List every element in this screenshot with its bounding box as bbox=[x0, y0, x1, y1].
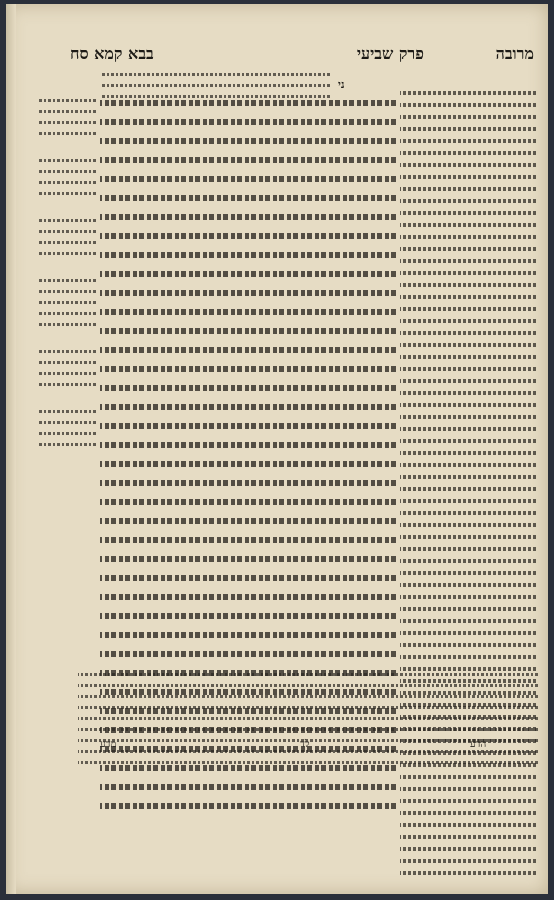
text-line bbox=[100, 84, 330, 92]
text-line bbox=[38, 110, 96, 118]
text-line bbox=[400, 379, 536, 388]
text-line bbox=[400, 823, 536, 832]
text-line bbox=[78, 750, 538, 758]
text-line bbox=[100, 784, 396, 799]
text-line bbox=[100, 575, 396, 590]
text-line bbox=[400, 607, 536, 616]
dibbur-hamatchil: ני bbox=[338, 78, 345, 91]
text-line bbox=[38, 391, 96, 407]
commentary-bottom bbox=[78, 670, 538, 750]
text-line bbox=[400, 643, 536, 652]
text-line bbox=[38, 312, 96, 320]
text-line bbox=[38, 383, 96, 391]
text-line bbox=[78, 684, 538, 692]
text-line bbox=[400, 247, 536, 256]
text-line bbox=[400, 835, 536, 844]
text-line bbox=[78, 728, 538, 736]
text-line bbox=[400, 775, 536, 784]
text-line bbox=[100, 518, 396, 533]
text-line bbox=[78, 761, 538, 769]
text-line bbox=[400, 295, 536, 304]
text-line bbox=[100, 499, 396, 514]
text-line bbox=[38, 140, 96, 156]
text-line bbox=[400, 355, 536, 364]
text-line bbox=[400, 871, 536, 880]
header-tractate-folio: בבא קמא סח bbox=[70, 44, 154, 63]
text-line bbox=[100, 366, 396, 381]
text-line bbox=[400, 163, 536, 172]
text-line bbox=[38, 252, 96, 260]
text-line bbox=[38, 301, 96, 309]
text-line bbox=[100, 290, 396, 305]
text-line bbox=[38, 159, 96, 167]
text-line bbox=[100, 119, 396, 134]
text-line bbox=[400, 199, 536, 208]
text-line bbox=[100, 537, 396, 552]
text-line bbox=[38, 361, 96, 369]
text-line bbox=[400, 487, 536, 496]
catchword-far: הדע bbox=[470, 739, 487, 750]
text-line bbox=[400, 115, 536, 124]
text-line bbox=[78, 717, 538, 725]
text-line bbox=[400, 451, 536, 460]
text-line bbox=[400, 463, 536, 472]
text-line bbox=[100, 461, 396, 476]
text-line bbox=[400, 475, 536, 484]
commentary-column bbox=[400, 88, 536, 698]
text-line bbox=[38, 219, 96, 227]
text-line bbox=[100, 271, 396, 286]
text-line bbox=[400, 319, 536, 328]
text-line bbox=[400, 103, 536, 112]
text-line bbox=[38, 421, 96, 429]
text-line bbox=[400, 655, 536, 664]
text-line bbox=[100, 404, 396, 419]
text-line bbox=[100, 176, 396, 191]
text-line bbox=[400, 559, 536, 568]
text-line bbox=[100, 328, 396, 343]
text-line bbox=[400, 787, 536, 796]
text-line bbox=[100, 214, 396, 229]
text-line bbox=[400, 415, 536, 424]
text-line bbox=[100, 100, 396, 115]
text-line bbox=[38, 372, 96, 380]
text-line bbox=[400, 91, 536, 100]
text-line bbox=[38, 350, 96, 358]
text-line bbox=[400, 859, 536, 868]
text-line bbox=[38, 432, 96, 440]
text-line bbox=[100, 233, 396, 248]
text-line bbox=[400, 811, 536, 820]
text-line bbox=[100, 442, 396, 457]
page-spine bbox=[6, 4, 16, 894]
text-line bbox=[400, 343, 536, 352]
text-line bbox=[100, 252, 396, 267]
text-line bbox=[400, 139, 536, 148]
text-line bbox=[100, 613, 396, 628]
text-line bbox=[38, 181, 96, 189]
text-line bbox=[400, 211, 536, 220]
text-line bbox=[38, 200, 96, 216]
text-line bbox=[400, 427, 536, 436]
text-line bbox=[400, 619, 536, 628]
text-line bbox=[400, 535, 536, 544]
text-line bbox=[38, 290, 96, 298]
text-line bbox=[400, 583, 536, 592]
text-line bbox=[400, 523, 536, 532]
catchword-right: לד bbox=[300, 739, 310, 750]
text-line bbox=[78, 706, 538, 714]
text-line bbox=[400, 403, 536, 412]
text-line bbox=[38, 170, 96, 178]
text-line bbox=[400, 367, 536, 376]
text-line bbox=[38, 331, 96, 347]
text-line bbox=[400, 631, 536, 640]
text-line bbox=[400, 799, 536, 808]
text-line bbox=[100, 594, 396, 609]
text-line bbox=[100, 632, 396, 647]
text-line bbox=[400, 595, 536, 604]
text-line bbox=[100, 803, 396, 818]
text-line bbox=[78, 695, 538, 703]
text-line bbox=[400, 307, 536, 316]
text-line bbox=[100, 195, 396, 210]
text-line bbox=[38, 323, 96, 331]
text-line bbox=[400, 175, 536, 184]
commentary-top bbox=[100, 70, 330, 94]
text-line bbox=[38, 260, 96, 276]
text-line bbox=[100, 556, 396, 571]
text-line bbox=[400, 511, 536, 520]
text-line bbox=[38, 99, 96, 107]
text-line bbox=[100, 385, 396, 400]
text-line bbox=[400, 151, 536, 160]
text-line bbox=[400, 187, 536, 196]
text-line bbox=[100, 73, 330, 81]
text-line bbox=[400, 283, 536, 292]
page-header bbox=[70, 44, 534, 70]
text-line bbox=[38, 410, 96, 418]
text-line bbox=[400, 391, 536, 400]
text-line bbox=[400, 127, 536, 136]
text-line bbox=[400, 235, 536, 244]
text-line bbox=[400, 847, 536, 856]
text-line bbox=[78, 673, 538, 681]
text-line bbox=[100, 347, 396, 362]
text-line bbox=[400, 223, 536, 232]
text-line bbox=[38, 121, 96, 129]
text-line bbox=[400, 259, 536, 268]
header-chapter: פרק שביעי bbox=[356, 44, 424, 63]
text-line bbox=[38, 132, 96, 140]
text-line bbox=[400, 439, 536, 448]
text-line bbox=[100, 309, 396, 324]
text-line bbox=[38, 279, 96, 287]
text-line bbox=[100, 651, 396, 666]
margin-notes bbox=[38, 96, 96, 436]
text-line bbox=[400, 499, 536, 508]
text-line bbox=[38, 230, 96, 238]
text-line bbox=[400, 331, 536, 340]
main-text-column bbox=[100, 96, 396, 646]
text-line bbox=[100, 138, 396, 153]
text-line bbox=[38, 192, 96, 200]
text-line bbox=[100, 423, 396, 438]
text-line bbox=[38, 241, 96, 249]
header-title: מרובה bbox=[495, 44, 534, 63]
text-line bbox=[400, 271, 536, 280]
catchword-left: מדע bbox=[100, 739, 117, 750]
text-line bbox=[400, 547, 536, 556]
text-line bbox=[100, 157, 396, 172]
text-line bbox=[100, 480, 396, 495]
text-line bbox=[38, 443, 96, 451]
text-line bbox=[400, 571, 536, 580]
